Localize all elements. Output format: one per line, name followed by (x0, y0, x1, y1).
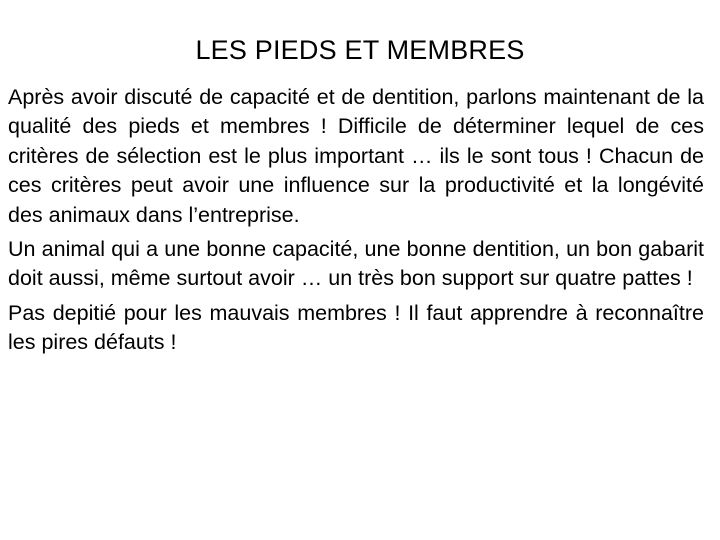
paragraph-3: Pas depitié pour les mauvais membres ! Il faut apprendre à reconnaître les pires défauts ! (8, 300, 704, 355)
slide-title: LES PIEDS ET MEMBRES (195, 35, 525, 65)
paragraph-1: Après avoir discuté de capacité et de dentition, parlons maintenant de la qualité des pieds et membres ! Difficile de déterminer lequel de ces critères de sélection est le plus important … ils le sont tous ! Chacun de ces critères peut avoir une influence sur la productivité et la longévité des animaux dans l’entreprise. (8, 85, 704, 227)
slide-body (8, 83, 704, 363)
paragraph-2: Un animal qui a une bonne capacité, une bonne dentition, un bon gabarit doit aussi, même surtout avoir … un très bon support sur quatre pattes ! (8, 237, 704, 291)
